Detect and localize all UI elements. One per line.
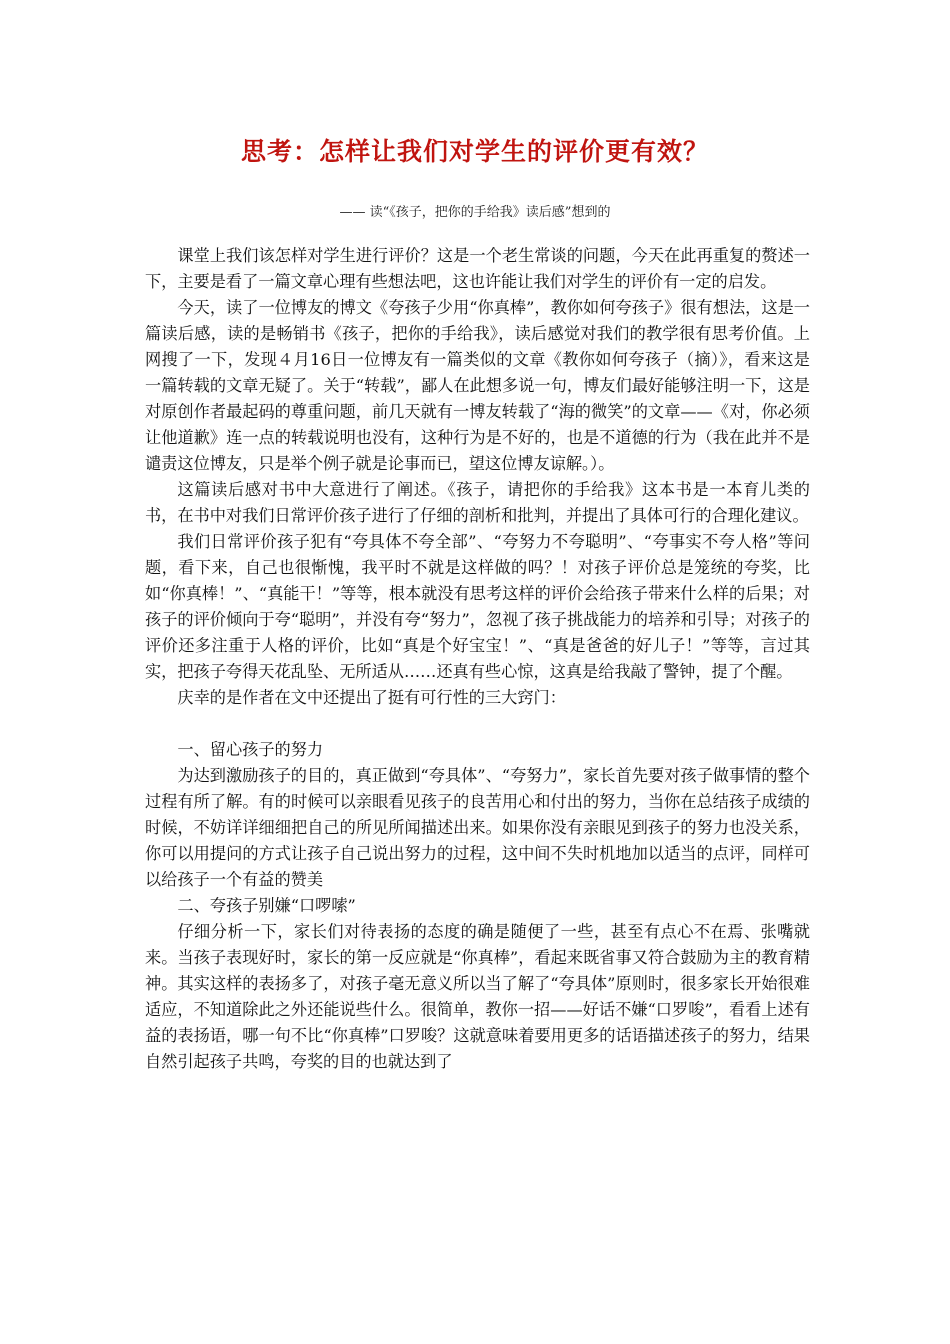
section-heading: 二、夸孩子别嫌“口啰嗦” (177, 896, 356, 915)
section-heading: 一、留心孩子的努力 (177, 740, 324, 759)
paragraph: 庆幸的是作者在文中还提出了挺有可行性的三大窍门： (177, 688, 566, 707)
article-body (145, 243, 810, 1075)
page-title: 思考：怎样让我们对学生的评价更有效？ (240, 137, 709, 166)
paragraph: 仔细分析一下，家长们对待表扬的态度的确是随便了一些，甚至有点心不在焉、张嘴就来。当孩子表现好时，家长的第一反应就是“你真棒”，看起来既省事又符合鼓励为主的教育精神。其实这样的表扬多了，对孩子毫无意义所以当了解了“夸具体”原则时，很多家长开始很难适应，不知道除此之外还能说些什么。很简单，教你一招——好话不嫌“口罗唆”，看看上述有益的表扬语，哪一句不比“你真棒”口罗唆？这就意味着要用更多的话语描述孩子的努力，结果自然引起孩子共鸣，夸奖的目的也就达到了 (145, 922, 810, 1071)
paragraph: 这篇读后感对书中大意进行了阐述。《孩子，请把你的手给我》这本书是一本育儿类的书，在书中对我们日常评价孩子进行了仔细的剖析和批判，并提出了具体可行的合理化建议。 (145, 480, 810, 525)
paragraph: 我们日常评价孩子犯有“夸具体不夸全部”、“夸努力不夸聪明”、“夸事实不夸人格”等问题，看下来，自己也很惭愧，我平时不就是这样做的吗？！对孩子评价总是笼统的夸奖，比如“你真棒！”、“真能干！”等等，根本就没有思考这样的评价会给孩子带来什么样的后果；对孩子的评价倾向于夸“聪明”，并没有夸“努力”，忽视了孩子挑战能力的培养和引导；对孩子的评价还多注重于人格的评价，比如“真是个好宝宝！”、“真是爸爸的好儿子！”等等，言过其实，把孩子夸得天花乱坠、无所适从……还真有些心惊，这真是给我敲了警钟，提了个醒。 (145, 532, 810, 681)
blank-line (145, 711, 810, 737)
paragraph: 今天，读了一位博友的博文《夸孩子少用“你真棒”，教你如何夸孩子》很有想法，这是一篇读后感，读的是畅销书《孩子，把你的手给我》，读后感觉对我们的教学很有思考价值。上网搜了一下，发现４月16日一位博友有一篇类似的文章《教你如何夸孩子（摘）》，看来这是一篇转载的文章无疑了。关于“转载”，鄙人在此想多说一句，博友们最好能够注明一下，这是对原创作者最起码的尊重问题，前几天就有一博友转载了“海的微笑”的文章——《对，你必须让他道歉》连一点的转载说明也没有，这种行为是不好的，也是不道德的行为（我在此并不是谴责这位博友，只是举个例子就是论事而已，望这位博友谅解。）。 (145, 298, 810, 473)
paragraph: 为达到激励孩子的目的，真正做到“夸具体”、“夸努力”，家长首先要对孩子做事情的整个过程有所了解。有的时候可以亲眼看见孩子的良苦用心和付出的努力，当你在总结孩子成绩的时候，不妨详详细细把自己的所见所闻描述出来。如果你没有亲眼见到孩子的努力也没关系，你可以用提问的方式让孩子自己说出努力的过程，这中间不失时机地加以适当的点评，同样可以给孩子一个有益的赞美 (145, 766, 810, 889)
paragraph: 课堂上我们该怎样对学生进行评价？这是一个老生常谈的问题，今天在此再重复的赘述一下，主要是看了一篇文章心理有些想法吧，这也许能让我们对学生的评价有一定的启发。 (145, 246, 810, 291)
page-subtitle: —— 读“《孩子，把你的手给我》读后感”想到的 (339, 205, 611, 220)
